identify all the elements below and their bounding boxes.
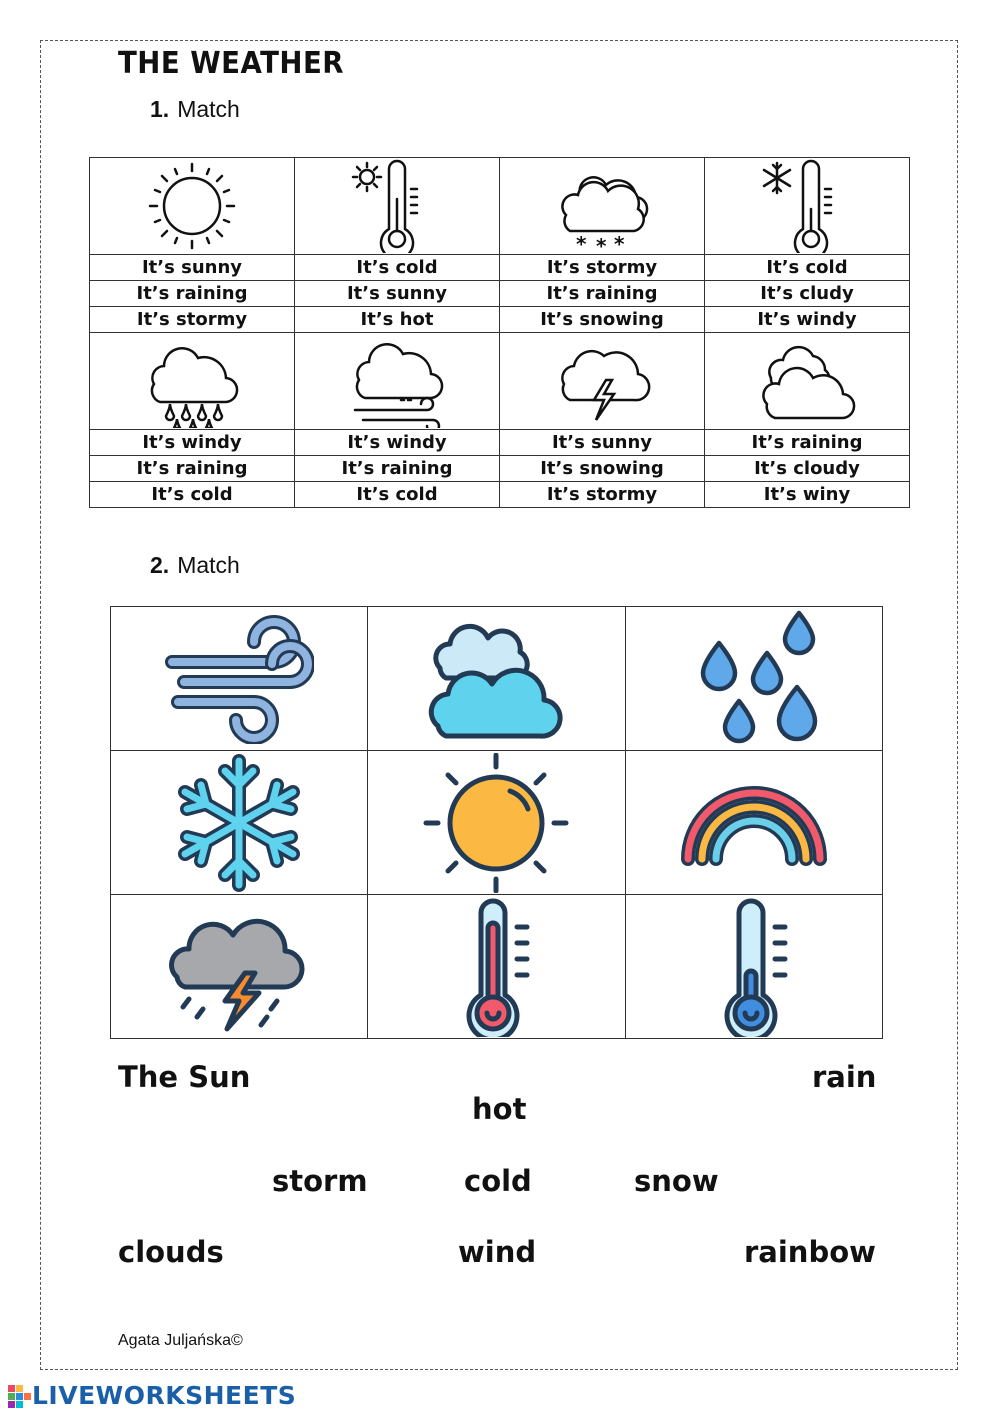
answer-option[interactable]: It’s raining — [90, 281, 295, 307]
storm-cloud-icon — [550, 334, 654, 428]
answer-option[interactable]: It’s stormy — [90, 307, 295, 333]
exercise-2-image-cell[interactable] — [625, 895, 882, 1039]
section-1-label: Match — [177, 96, 240, 122]
exercise-2-image-cell[interactable] — [111, 895, 368, 1039]
word-rain[interactable]: rain — [812, 1060, 877, 1094]
svg-text:*: * — [576, 232, 587, 253]
section-1-number: 1. — [150, 96, 170, 122]
section-2-heading — [150, 552, 240, 579]
exercise-1-image-cell — [705, 333, 910, 430]
storm-icon — [159, 897, 319, 1037]
answer-option[interactable]: It’s raining — [295, 456, 500, 482]
cold-thermometer-icon — [689, 897, 819, 1037]
exercise-2-image-cell[interactable] — [368, 895, 625, 1039]
answer-option[interactable]: It’s raining — [500, 281, 705, 307]
exercise-2-image-cell[interactable] — [111, 751, 368, 895]
answer-option[interactable]: It’s sunny — [500, 430, 705, 456]
answer-option[interactable]: It’s raining — [705, 430, 910, 456]
snow-cloud-icon — [550, 159, 654, 253]
answer-option[interactable]: It’s snowing — [500, 307, 705, 333]
rain-cloud-icon — [140, 334, 244, 428]
clouds-icon — [416, 614, 576, 744]
sun-icon — [142, 160, 242, 252]
hot-thermometer-icon — [431, 897, 561, 1037]
exercise-1-image-cell — [90, 333, 295, 430]
word-storm[interactable]: storm — [272, 1164, 368, 1198]
exercise-1-image-cell — [295, 158, 500, 255]
word-the-sun[interactable]: The Sun — [118, 1060, 251, 1094]
exercise-2-image-cell[interactable] — [368, 607, 625, 751]
word-wind[interactable]: wind — [458, 1235, 537, 1269]
section-2-number: 2. — [150, 552, 170, 578]
liveworksheets-logo-icon — [8, 1383, 32, 1409]
liveworksheets-logo[interactable] — [8, 1381, 296, 1410]
sun-thermometer-icon — [347, 159, 447, 253]
wind-icon — [164, 614, 314, 744]
exercise-2-image-cell[interactable] — [625, 607, 882, 751]
snowflake-icon — [169, 753, 309, 893]
section-2-label: Match — [177, 552, 240, 578]
exercise-2-image-cell[interactable] — [625, 751, 882, 895]
exercise-1-image-cell — [90, 158, 295, 255]
exercise-1-image-cell — [295, 333, 500, 430]
exercise-1-image-cell — [500, 333, 705, 430]
answer-option[interactable]: It’s cold — [295, 255, 500, 281]
cloud-icon — [755, 334, 859, 428]
sun-icon — [421, 753, 571, 893]
answer-option[interactable]: It’s windy — [90, 430, 295, 456]
word-cold[interactable]: cold — [464, 1164, 532, 1198]
answer-option[interactable]: It’s cloudy — [705, 456, 910, 482]
answer-option[interactable]: It’s sunny — [90, 255, 295, 281]
exercise-1-image-cell — [500, 158, 705, 255]
svg-text:*: * — [614, 232, 625, 253]
answer-option[interactable]: It’s hot — [295, 307, 500, 333]
worksheet-title: THE WEATHER — [118, 46, 345, 81]
author-credit: Agata Juljańska© — [118, 1332, 243, 1349]
answer-option[interactable]: It’s stormy — [500, 255, 705, 281]
answer-option[interactable]: It’s winy — [705, 482, 910, 508]
answer-option[interactable]: It’s sunny — [295, 281, 500, 307]
snowflake-thermometer-icon — [757, 159, 857, 253]
word-snow[interactable]: snow — [634, 1164, 719, 1198]
answer-option[interactable]: It’s cold — [90, 482, 295, 508]
word-hot[interactable]: hot — [472, 1092, 527, 1126]
rain-drops-icon — [679, 609, 829, 749]
answer-option[interactable]: It’s stormy — [500, 482, 705, 508]
exercise-1-table — [89, 157, 910, 508]
answer-option[interactable]: It’s cold — [295, 482, 500, 508]
exercise-2-table — [110, 606, 883, 1039]
section-1-heading — [150, 96, 240, 123]
exercise-2-image-cell[interactable] — [368, 751, 625, 895]
answer-option[interactable]: It’s snowing — [500, 456, 705, 482]
answer-option[interactable]: It’s windy — [705, 307, 910, 333]
answer-option[interactable]: It’s windy — [295, 430, 500, 456]
word-clouds[interactable]: clouds — [118, 1235, 224, 1269]
answer-option[interactable]: It’s raining — [90, 456, 295, 482]
answer-option[interactable]: It’s cludy — [705, 281, 910, 307]
exercise-1-image-cell — [705, 158, 910, 255]
wind-cloud-icon — [345, 334, 449, 428]
svg-text:*: * — [596, 234, 607, 253]
exercise-2-image-cell[interactable] — [111, 607, 368, 751]
word-rainbow[interactable]: rainbow — [744, 1235, 876, 1269]
liveworksheets-logo-text: LIVEWORKSHEETS — [32, 1381, 297, 1410]
rainbow-icon — [674, 773, 834, 873]
answer-option[interactable]: It’s cold — [705, 255, 910, 281]
